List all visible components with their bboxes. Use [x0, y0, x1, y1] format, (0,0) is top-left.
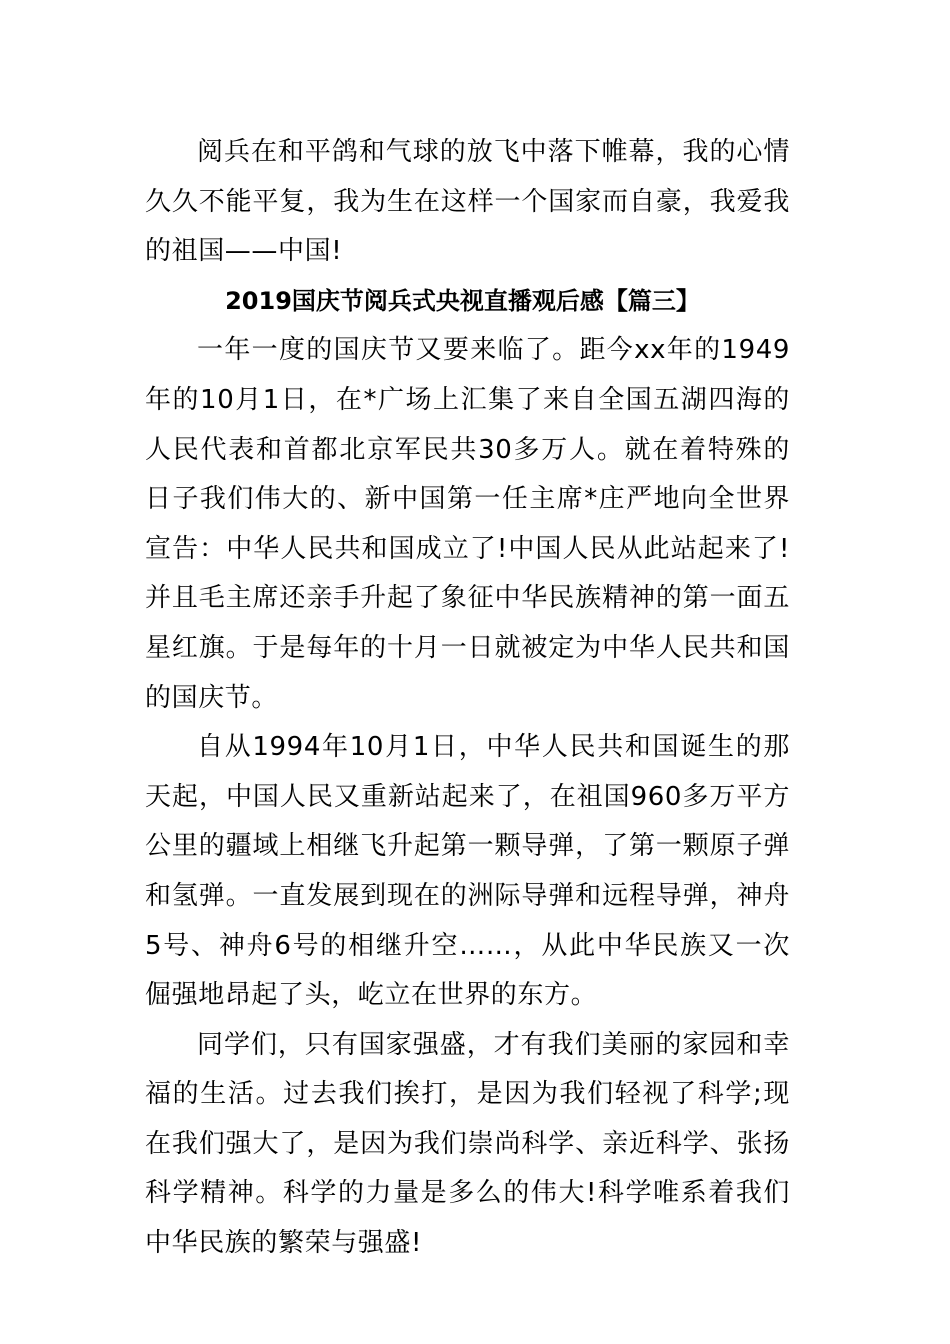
- paragraph-development: 自从1994年10月1日，中华人民共和国诞生的那天起，中国人民又重新站起来了，在祖国960多万平方公里的疆域上相继飞升起第一颗导弹，了第一颗原子弹和氢弹。一直发展到现在的洲际导弹和远程导弹，神舟5号、神舟6号的相继升空……，从此中华民族又一次倔强地昂起了头，屹立在世界的东方。: [145, 732, 790, 1011]
- paragraph-science: 同学们，只有国家强盛，才有我们美丽的家园和幸福的生活。过去我们挨打，是因为我们轻视了科学;现在我们强大了，是因为我们崇尚科学、亲近科学、张扬科学精神。科学的力量是多么的伟大!科学唯系着我们中华民族的繁荣与强盛!: [145, 1029, 790, 1259]
- paragraph-closing: 阅兵在和平鸽和气球的放飞中落下帷幕，我的心情久久不能平复，我为生在这样一个国家而自豪，我爱我的祖国——中国!: [145, 137, 790, 267]
- document-body: [145, 128, 790, 1269]
- paragraph-history: 一年一度的国庆节又要来临了。距今xx年的1949年的10月1日，在*广场上汇集了来自全国五湖四海的人民代表和首都北京军民共30多万人。就在着特殊的日子我们伟大的、新中国第一任主席*庄严地向全世界宣告：中华人民共和国成立了!中国人民从此站起来了!并且毛主席还亲手升起了象征中华民族精神的第一面五星红旗。于是每年的十月一日就被定为中华人民共和国的国庆节。: [145, 335, 790, 713]
- section-heading: 2019国庆节阅兵式央视直播观后感【篇三】: [225, 286, 700, 315]
